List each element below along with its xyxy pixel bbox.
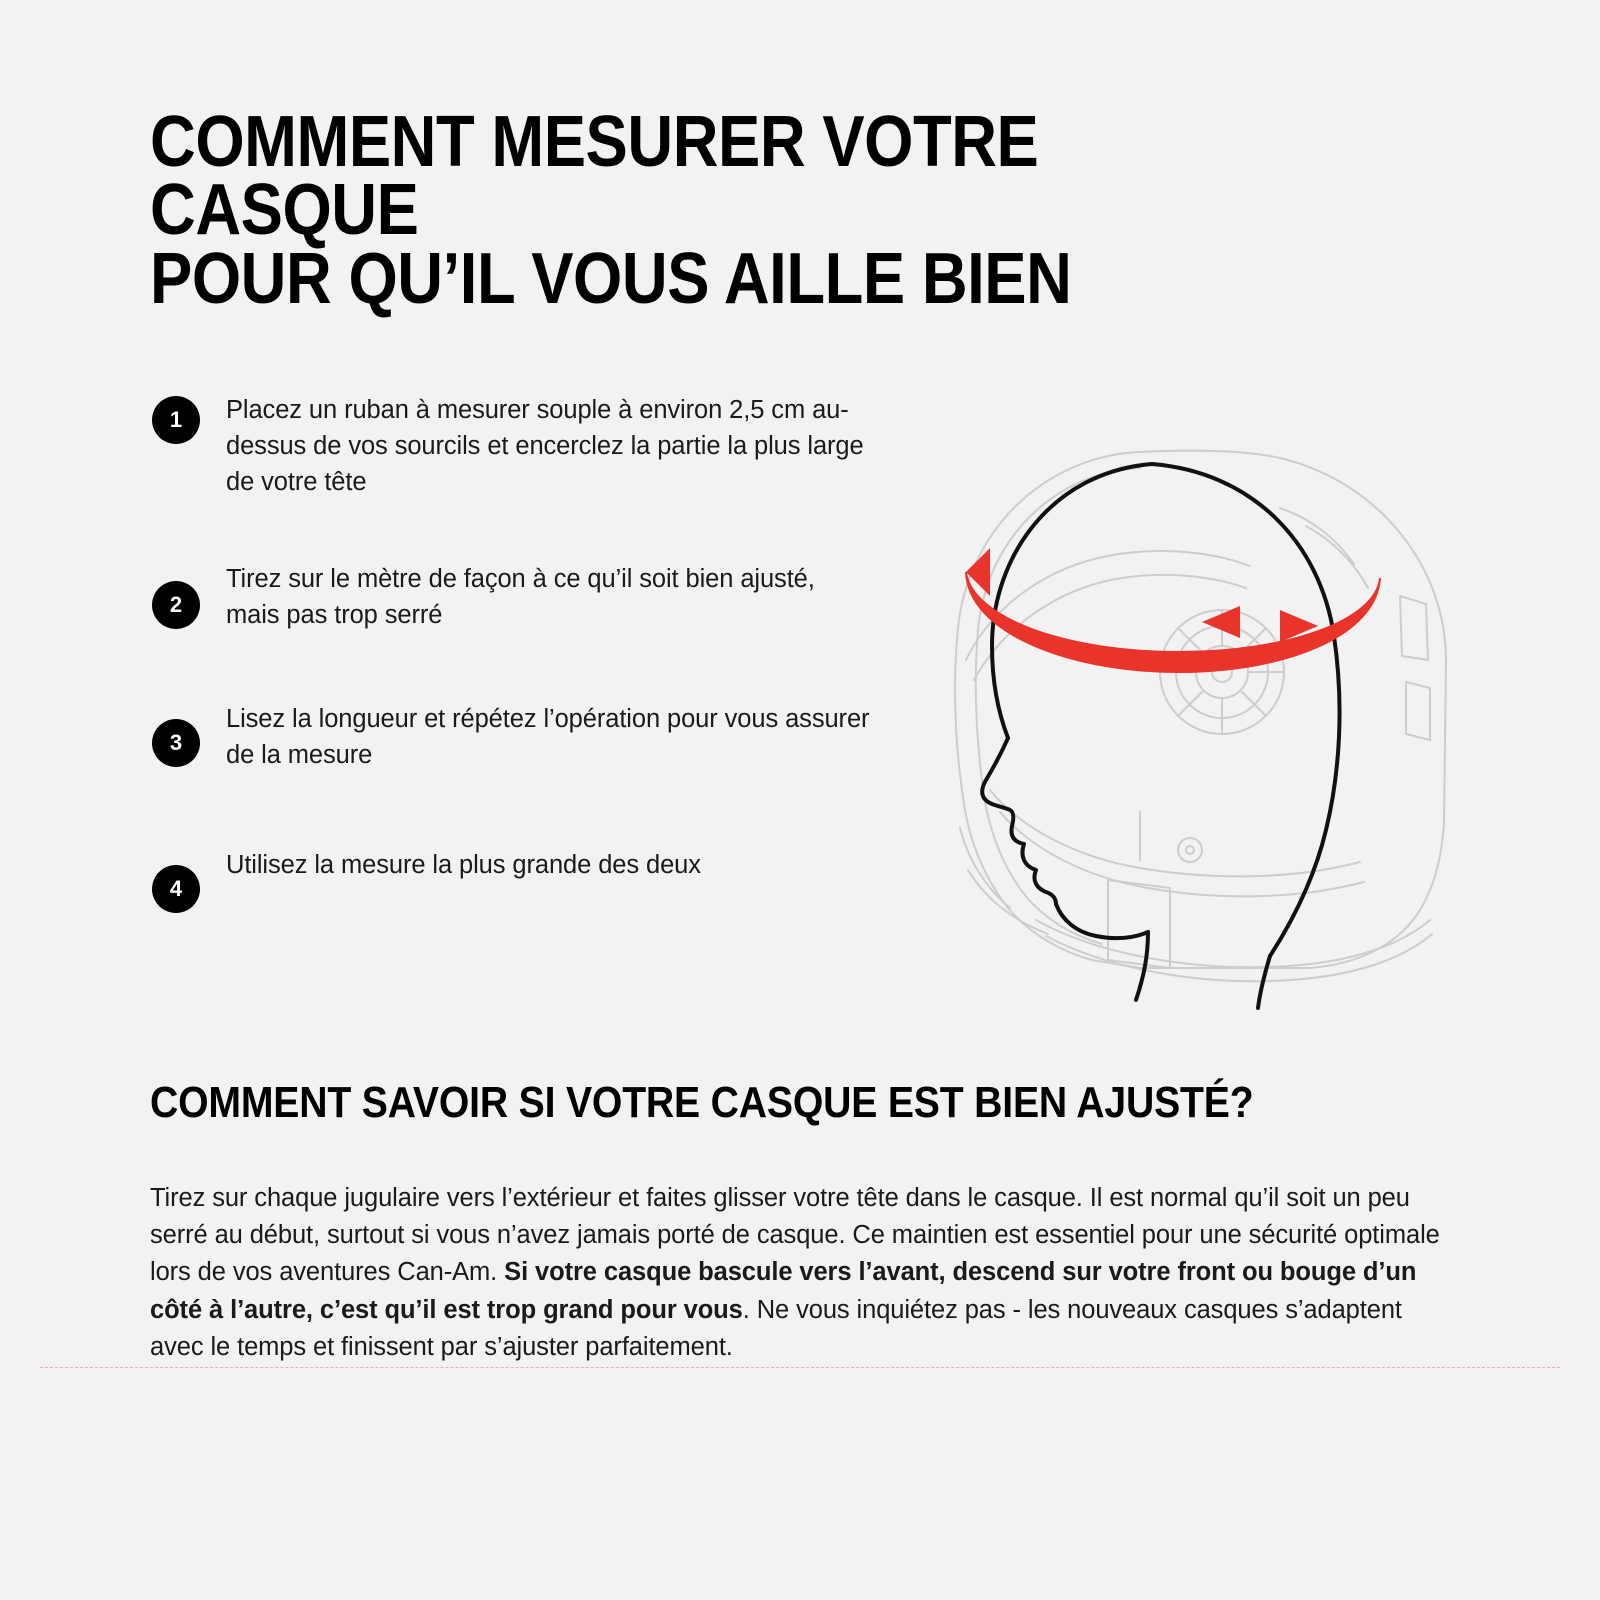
- measuring-tape-arrow: [966, 548, 1380, 672]
- helmet-diagram-svg: [840, 360, 1500, 1020]
- list-item: [152, 701, 872, 773]
- page-title: [150, 102, 1400, 319]
- head-profile-outline: [982, 464, 1339, 1008]
- section-title-fit: COMMENT SAVOIR SI VOTRE CASQUE EST BIEN AJUSTÉ?: [150, 1078, 1254, 1127]
- list-item: [152, 847, 872, 913]
- main-title-line-1: COMMENT MESURER VOTRE CASQUE: [150, 102, 1039, 251]
- fit-paragraph-bold: Si votre casque bascule vers l’avant, descend sur votre front ou bouge d’un côté à l’autre, c’est qu’il est trop grand pour vous: [150, 1258, 1417, 1324]
- step-number-badge: 3: [152, 719, 200, 767]
- section-body-fit: [150, 1180, 1450, 1366]
- list-item: [152, 561, 872, 633]
- helmet-measurement-illustration: [840, 360, 1500, 1020]
- step-text: Tirez sur le mètre de façon à ce qu’il soit bien ajusté, mais pas trop serré: [226, 564, 815, 629]
- step-number-badge: 1: [152, 396, 200, 444]
- list-item: [152, 392, 872, 501]
- tape-band: [966, 572, 1380, 672]
- steps-list: [152, 392, 872, 913]
- fit-paragraph-part-1: Tirez sur chaque jugulaire vers l’extérieur et faites glisser votre tête dans le casque. Il est normal qu’il soit un peu serré au début, surtout si vous n’avez jamais porté de casque. Ce maintien est essentiel pour une sécurité optimale lors de vos aventures Can-Am.: [150, 1184, 1440, 1287]
- fit-paragraph-part-2: . Ne vous inquiétez pas - les nouveaux casques s’adaptent avec le temps et finissent par s’ajuster parfaitement.: [150, 1295, 1402, 1361]
- layout-guide-line: [40, 1367, 1560, 1368]
- step-number-badge: 2: [152, 581, 200, 629]
- main-title-line-2: POUR QU’IL VOUS AILLE BIEN: [150, 238, 1072, 319]
- main-title: [150, 102, 1250, 319]
- step-text: Placez un ruban à mesurer souple à environ 2,5 cm au-dessus de vos sourcils et encerclez la partie la plus large de votre tête: [226, 396, 864, 497]
- step-text: Utilisez la mesure la plus grande des deux: [226, 851, 701, 880]
- step-text: Lisez la longueur et répétez l’opération pour vous assurer de la mesure: [226, 705, 870, 770]
- step-number-badge: 4: [152, 865, 200, 913]
